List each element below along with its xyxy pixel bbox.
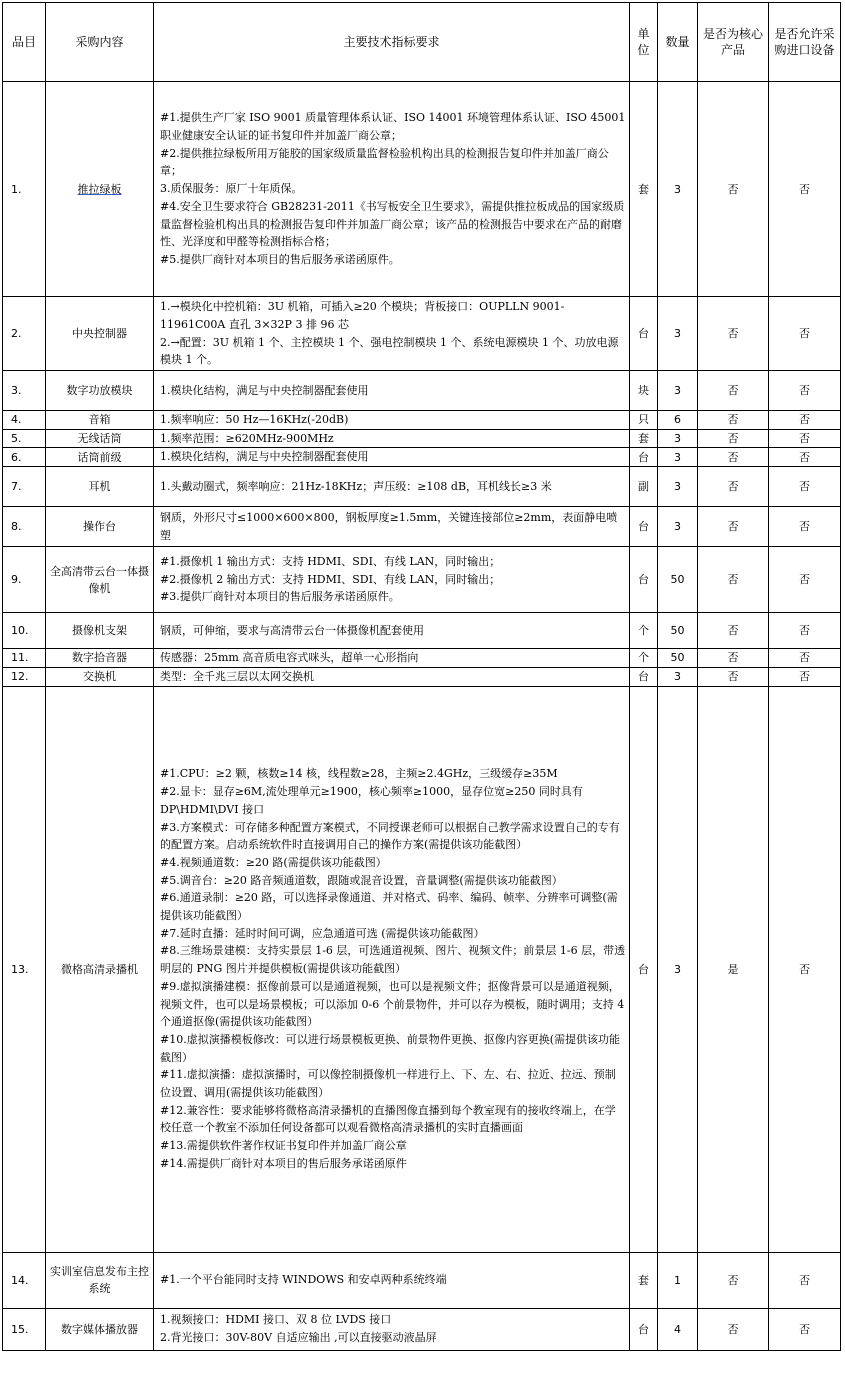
item-spec	[154, 1252, 630, 1308]
item-name: 耳机	[46, 467, 154, 507]
item-unit: 台	[630, 667, 658, 686]
item-quantity: 50	[658, 613, 698, 649]
header-core-product: 是否为核心产品	[698, 3, 769, 82]
item-import-allowed: 否	[769, 448, 841, 467]
item-spec	[154, 547, 630, 613]
spec-line: #14.需提供厂商针对本项目的售后服务承诺函原件	[160, 1156, 407, 1170]
header-import-allowed: 是否允许采购进口设备	[769, 3, 841, 82]
item-core-product: 否	[698, 411, 769, 430]
item-name: 音箱	[46, 411, 154, 430]
spec-line: #8.三维场景建模：支持实景层 1-6 层，可选通道视频、图片、视频文件；前景层 1-6 层，带透明层的 PNG 图片并提供模板(需提供该功能截图）	[160, 944, 626, 976]
table-row	[3, 82, 841, 297]
item-spec	[154, 448, 630, 467]
table-row	[3, 371, 841, 411]
table-row	[3, 1308, 841, 1350]
item-core-product: 否	[698, 429, 769, 448]
item-core-product: 否	[698, 82, 769, 297]
item-quantity: 3	[658, 467, 698, 507]
spec-line: #2.摄像机 2 输出方式：支持 HDMI、SDI、有线 LAN，同时输出；	[160, 572, 501, 586]
item-name: 交换机	[46, 667, 154, 686]
item-import-allowed: 否	[769, 547, 841, 613]
item-spec	[154, 411, 630, 430]
table-row	[3, 411, 841, 430]
item-name: 全高清带云台一体摄像机	[46, 547, 154, 613]
spec-line: #1.一个平台能同时支持 WINDOWS 和安卓两种系统终端	[160, 1273, 447, 1287]
item-number: 4.	[3, 411, 46, 430]
item-quantity: 3	[658, 82, 698, 297]
item-name: 摄像机支架	[46, 613, 154, 649]
spec-line: 1.频率范围：≥620MHz-900MHz	[160, 431, 334, 445]
item-core-product: 否	[698, 613, 769, 649]
spec-line: 1.头戴动圈式，频率响应：21Hz-18KHz；声压级：≥108 dB，耳机线长≥3 米	[160, 479, 552, 493]
item-number: 1.	[3, 82, 46, 297]
item-core-product: 否	[698, 467, 769, 507]
table-row	[3, 507, 841, 547]
item-quantity: 1	[658, 1252, 698, 1308]
spec-line: #4.视频通道数：≥20 路(需提供该功能截图）	[160, 855, 387, 869]
spec-line: #1.CPU：≥2 颗，核数≥14 核，线程数≥28，主频≥2.4GHz，三级缓存≥35M	[160, 767, 558, 781]
item-unit: 套	[630, 82, 658, 297]
item-number: 7.	[3, 467, 46, 507]
item-unit: 块	[630, 371, 658, 411]
item-import-allowed: 否	[769, 411, 841, 430]
item-unit: 台	[630, 297, 658, 371]
item-unit: 套	[630, 429, 658, 448]
item-spec	[154, 82, 630, 297]
item-quantity: 3	[658, 507, 698, 547]
item-number: 3.	[3, 371, 46, 411]
item-name: 实训室信息发布主控系统	[46, 1252, 154, 1308]
spec-line: 1.频率响应：50 Hz—16KHz(-20dB)	[160, 413, 349, 426]
item-unit: 个	[630, 649, 658, 668]
spec-line: #4.安全卫生要求符合 GB28231-2011《书写板安全卫生要求》，需提供推拉板成品的国家级质量监督检验机构出具的检测报告复印件并加盖厂商公章；该产品的检测报告中要求在产品的耐磨性、光泽度和甲醛等检测指标合格；	[160, 199, 625, 249]
spec-line: #1.提供生产厂家 ISO 9001 质量管理体系认证、ISO 14001 环境管理体系认证、ISO 45001 职业健康安全认证的证书复印件并加盖厂商公章；	[160, 111, 626, 143]
item-import-allowed: 否	[769, 613, 841, 649]
spec-line: #10.虚拟演播模板修改：可以进行场景模板更换、前景物件更换、抠像内容更换(需提供该功能截图）	[160, 1032, 620, 1064]
item-spec	[154, 686, 630, 1252]
spec-line: 类型：全千兆三层以太网交换机	[160, 669, 314, 683]
spec-line: 1.模块化结构，满足与中央控制器配套使用	[160, 383, 369, 397]
table-row	[3, 686, 841, 1252]
header-content: 采购内容	[46, 3, 154, 82]
item-import-allowed: 否	[769, 667, 841, 686]
item-spec	[154, 1308, 630, 1350]
item-number: 11.	[3, 649, 46, 668]
spec-line: #3.提供厂商针对本项目的售后服务承诺函原件。	[160, 590, 400, 604]
item-name: 数字拾音器	[46, 649, 154, 668]
spec-line: 钢质，可伸缩，要求与高清带云台一体摄像机配套使用	[160, 623, 424, 637]
item-core-product: 否	[698, 547, 769, 613]
item-unit: 副	[630, 467, 658, 507]
item-name: 数字功放模块	[46, 371, 154, 411]
spec-line: #13.需提供软件著作权证书复印件并加盖厂商公章	[160, 1139, 407, 1153]
item-number: 13.	[3, 686, 46, 1252]
item-spec	[154, 429, 630, 448]
item-number: 12.	[3, 667, 46, 686]
item-core-product: 否	[698, 507, 769, 547]
spec-line: 1.模块化结构，满足与中央控制器配套使用	[160, 450, 369, 464]
spec-line: #5.提供厂商针对本项目的售后服务承诺函原件。	[160, 252, 400, 266]
item-core-product: 否	[698, 1308, 769, 1350]
spec-line: #1.摄像机 1 输出方式：支持 HDMI、SDI、有线 LAN，同时输出；	[160, 555, 501, 569]
table-row	[3, 613, 841, 649]
table-row	[3, 1252, 841, 1308]
table-row	[3, 547, 841, 613]
item-spec	[154, 371, 630, 411]
item-name: 推拉绿板	[46, 82, 154, 297]
item-unit: 台	[630, 507, 658, 547]
table-body	[3, 82, 841, 1351]
item-core-product: 否	[698, 448, 769, 467]
spec-line: 1.视频接口：HDMI 接口、双 8 位 LVDS 接口	[160, 1313, 392, 1327]
item-unit: 台	[630, 686, 658, 1252]
item-name: 中央控制器	[46, 297, 154, 371]
item-name: 数字媒体播放器	[46, 1308, 154, 1350]
item-core-product: 否	[698, 1252, 769, 1308]
item-number: 10.	[3, 613, 46, 649]
header-item-number: 品目	[3, 3, 46, 82]
table-row	[3, 429, 841, 448]
spec-line: #7.延时直播：延时时间可调，应急通道可选 (需提供该功能截图）	[160, 926, 485, 940]
item-unit: 台	[630, 448, 658, 467]
table-row	[3, 649, 841, 668]
spec-line: #2.提供推拉绿板所用万能胶的国家级质量监督检验机构出具的检测报告复印件并加盖厂商公章；	[160, 146, 609, 178]
spec-line: #11.虚拟演播：虚拟演播时，可以像控制摄像机一样进行上、下、左、右、拉近、拉远、预制位设置、调用(需提供该功能截图）	[160, 1068, 616, 1100]
item-import-allowed: 否	[769, 429, 841, 448]
item-import-allowed: 否	[769, 507, 841, 547]
item-spec	[154, 467, 630, 507]
item-number: 5.	[3, 429, 46, 448]
item-quantity: 3	[658, 448, 698, 467]
item-name: 无线话筒	[46, 429, 154, 448]
item-unit: 台	[630, 547, 658, 613]
item-core-product: 否	[698, 297, 769, 371]
item-core-product: 否	[698, 667, 769, 686]
item-spec	[154, 507, 630, 547]
spec-line: #6.通道录制：≥20 路，可以选择录像通道、并对格式、码率、编码、帧率、分辨率可调整(需提供该功能截图）	[160, 891, 618, 923]
item-spec	[154, 297, 630, 371]
item-name: 话筒前级	[46, 448, 154, 467]
item-import-allowed: 否	[769, 297, 841, 371]
item-number: 2.	[3, 297, 46, 371]
spec-line: #5.调音台：≥20 路音频通道数，跟随或混音设置，音量调整(需提供该功能截图）	[160, 873, 563, 887]
item-quantity: 50	[658, 649, 698, 668]
item-import-allowed: 否	[769, 649, 841, 668]
table-row	[3, 467, 841, 507]
spec-line: #2.显卡：显存≥6M,流处理单元≥1900，核心频率≥1000，显存位宽≥250 同时具有 DP\HDMI\DVI 接口	[160, 785, 583, 816]
spec-line: #12.兼容性：要求能够将微格高清录播机的直播图像直播到每个教室现有的接收终端上，在学校任意一个教室不添加任何设备都可以观看微格高清录播机的实时直播画面	[160, 1103, 616, 1135]
procurement-table	[2, 2, 841, 1351]
spec-line: #3.方案模式：可存储多种配置方案模式，不同授课老师可以根据自己教学需求设置自己的专有的配置方案。启动系统软件时直接调用自己的操作方案(需提供该功能截图）	[160, 820, 620, 852]
header-unit: 单位	[630, 3, 658, 82]
spec-line: 钢质，外形尺寸≤1000×600×800，钢板厚度≥1.5mm，关键连接部位≥2mm，表面静电喷塑	[160, 510, 618, 542]
header-spec: 主要技术指标要求	[154, 3, 630, 82]
item-unit: 台	[630, 1308, 658, 1350]
item-name: 微格高清录播机	[46, 686, 154, 1252]
item-quantity: 3	[658, 371, 698, 411]
table-row	[3, 448, 841, 467]
item-unit: 只	[630, 411, 658, 430]
spec-line: 1.→模块化中控机箱：3U 机箱，可插入≥20 个模块；背板接口：OUPLLN 9001-11961C00A 直孔 3×32P 3 排 96 芯	[160, 300, 565, 331]
item-number: 15.	[3, 1308, 46, 1350]
item-import-allowed: 否	[769, 371, 841, 411]
item-quantity: 3	[658, 686, 698, 1252]
table-row	[3, 297, 841, 371]
item-import-allowed: 否	[769, 1252, 841, 1308]
spec-line: 传感器：25mm 高音质电容式咪头，超单一心形指向	[160, 651, 419, 665]
item-number: 9.	[3, 547, 46, 613]
item-unit: 套	[630, 1252, 658, 1308]
item-quantity: 3	[658, 667, 698, 686]
header-quantity: 数量	[658, 3, 698, 82]
item-unit: 个	[630, 613, 658, 649]
item-spec	[154, 667, 630, 686]
item-quantity: 3	[658, 429, 698, 448]
item-core-product: 是	[698, 686, 769, 1252]
item-number: 8.	[3, 507, 46, 547]
item-import-allowed: 否	[769, 686, 841, 1252]
item-quantity: 50	[658, 547, 698, 613]
item-core-product: 否	[698, 371, 769, 411]
spec-line: #9.虚拟演播建模：抠像前景可以是通道视频，也可以是视频文件；抠像背景可以是通道视频，视频文件，也可以是场景模板；可以添加 0-6 个前景物件，并可以存为模板，随时调用；支持 4 个通道抠像(需提供该功能截图）	[160, 979, 625, 1029]
spec-line: 2.背光接口：30V-80V 自适应输出 ,可以直接驱动液晶屏	[160, 1331, 437, 1345]
table-row	[3, 667, 841, 686]
item-quantity: 4	[658, 1308, 698, 1350]
item-name: 操作台	[46, 507, 154, 547]
spec-line: 2.→配置：3U 机箱 1 个、主控模块 1 个、强电控制模块 1 个、系统电源模块 1 个、功放电源模块 1 个。	[160, 335, 619, 367]
item-spec	[154, 613, 630, 649]
item-spec	[154, 649, 630, 668]
item-quantity: 6	[658, 411, 698, 430]
item-quantity: 3	[658, 297, 698, 371]
item-import-allowed: 否	[769, 1308, 841, 1350]
item-number: 14.	[3, 1252, 46, 1308]
item-core-product: 否	[698, 649, 769, 668]
item-import-allowed: 否	[769, 467, 841, 507]
spec-line: 3.质保服务：原厂十年质保。	[160, 182, 303, 196]
header-row	[3, 3, 841, 82]
item-import-allowed: 否	[769, 82, 841, 297]
item-number: 6.	[3, 448, 46, 467]
